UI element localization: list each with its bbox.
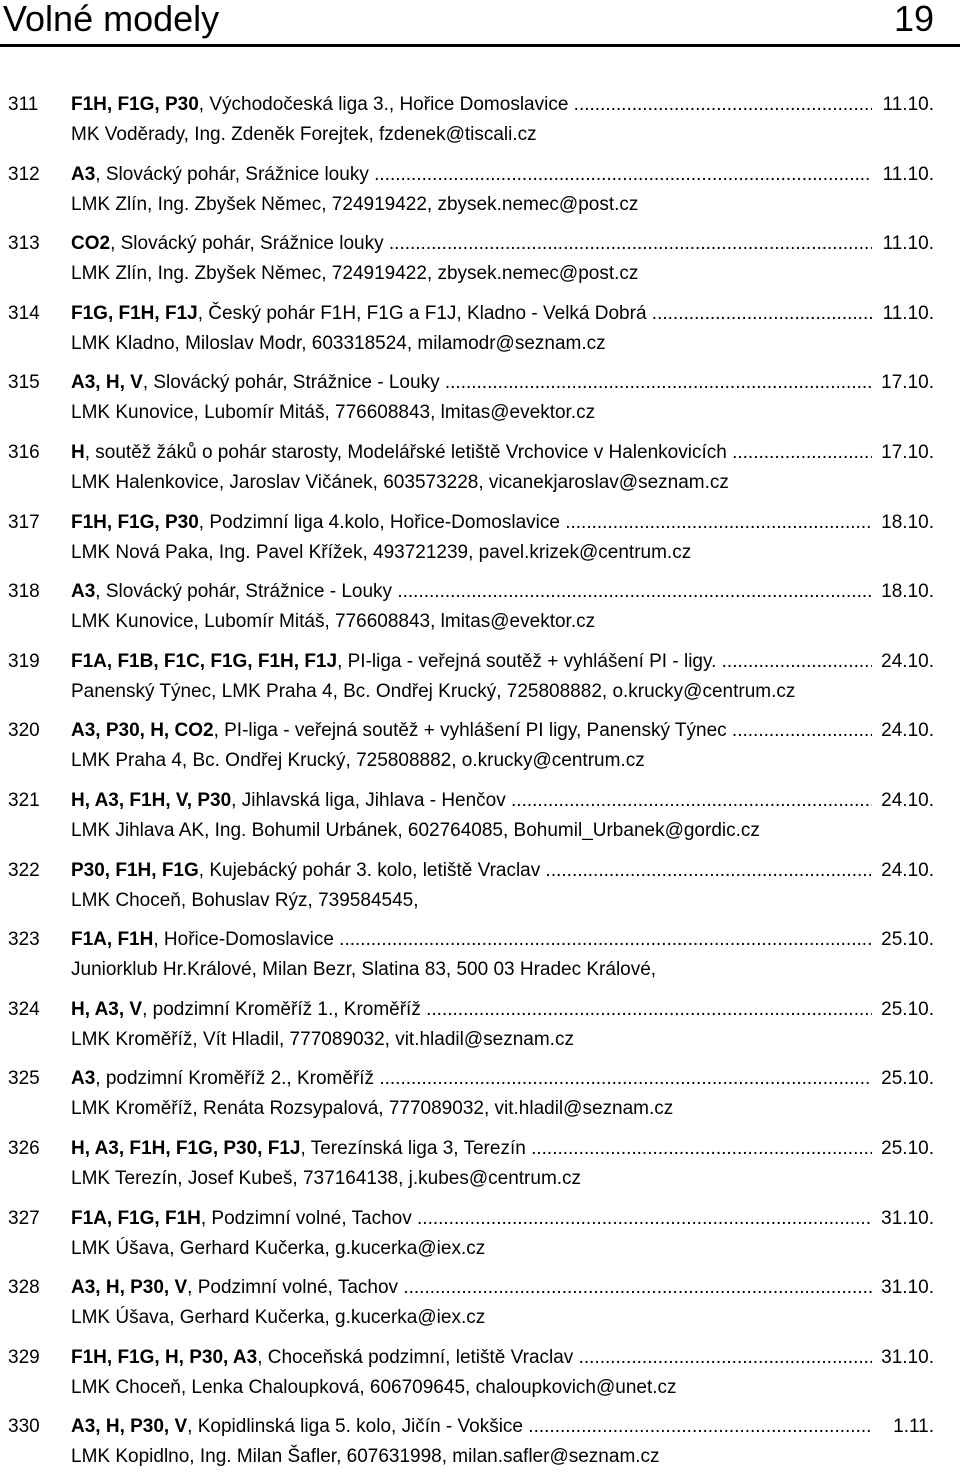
event-description: , podzimní Kroměříž 2., Kroměříž — [95, 1068, 375, 1090]
contact-line — [0, 1164, 960, 1194]
event-description: , Podzimní volné, Tachov — [200, 1207, 412, 1229]
event-line — [0, 1412, 960, 1442]
event-date: 25.10. — [878, 925, 934, 955]
event-contact: LMK Kunovice, Lubomír Mitáš, 776608843, lmitas@evektor.cz — [71, 611, 596, 633]
page-number: 19 — [893, 0, 934, 39]
list-item — [0, 160, 960, 230]
event-line — [0, 716, 960, 746]
event-number: 327 — [8, 1207, 40, 1229]
event-date: 31.10. — [878, 1343, 934, 1373]
event-title — [71, 995, 872, 1025]
event-categories: H, A3, F1H, V, P30 — [71, 789, 232, 811]
event-contact: Panenský Týnec, LMK Praha 4, Bc. Ondřej Krucký, 725808882, o.krucky@centrum.cz — [71, 680, 796, 702]
contact-line — [0, 329, 960, 359]
event-number: 313 — [8, 233, 40, 255]
event-description: , Hořice-Domoslavice — [153, 929, 334, 951]
event-line — [0, 577, 960, 607]
event-line — [0, 438, 960, 468]
list-item — [0, 995, 960, 1065]
event-description: , PI-liga - veřejná soutěž + vyhlášení PI - ligy. — [337, 650, 717, 672]
event-description: , Slovácký pohár, Strážnice - Louky — [95, 581, 393, 603]
event-list — [0, 90, 960, 1482]
event-date: 24.10. — [878, 647, 934, 677]
list-item — [0, 1134, 960, 1204]
event-description: , Choceňská podzimní, letiště Vraclav — [257, 1346, 574, 1368]
event-date: 17.10. — [878, 438, 934, 468]
event-date: 17.10. — [878, 368, 934, 398]
event-contact: LMK Nová Paka, Ing. Pavel Křížek, 493721239, pavel.krizek@centrum.cz — [71, 541, 692, 563]
event-number: 325 — [8, 1068, 40, 1090]
event-date: 24.10. — [878, 716, 934, 746]
event-date: 11.10. — [880, 299, 934, 329]
contact-line — [0, 955, 960, 985]
event-contact: LMK Kroměříž, Vít Hladil, 777089032, vit.hladil@seznam.cz — [71, 1028, 574, 1050]
event-date: 11.10. — [880, 160, 934, 190]
event-categories: A3, P30, H, CO2 — [71, 720, 214, 742]
contact-line — [0, 1025, 960, 1055]
event-contact: LMK Úšava, Gerhard Kučerka, g.kucerka@iex.cz — [71, 1307, 486, 1329]
list-item — [0, 716, 960, 786]
event-description: , Slovácký pohár, Srážnice louky — [110, 233, 384, 255]
event-title — [71, 1134, 872, 1164]
event-description: , podzimní Kroměříž 1., Kroměříž — [142, 998, 421, 1020]
list-item — [0, 856, 960, 926]
list-item — [0, 90, 960, 160]
list-item — [0, 577, 960, 647]
event-date: 25.10. — [878, 1064, 934, 1094]
event-categories: H — [71, 441, 85, 463]
event-title — [71, 786, 872, 816]
event-description: , Český pohár F1H, F1G a F1J, Kladno - Velká Dobrá — [197, 302, 647, 324]
event-title — [71, 856, 872, 886]
event-categories: F1H, F1G, H, P30, A3 — [71, 1346, 258, 1368]
event-description: , Východočeská liga 3., Hořice Domoslavice — [198, 94, 569, 115]
contact-line — [0, 259, 960, 289]
event-contact: LMK Zlín, Ing. Zbyšek Němec, 724919422, zbysek.nemec@post.cz — [71, 193, 639, 215]
event-line — [0, 90, 960, 120]
contact-line — [0, 816, 960, 846]
event-title — [71, 1064, 872, 1094]
event-contact: LMK Kopidlno, Ing. Milan Šafler, 607631998, milan.safler@seznam.cz — [71, 1446, 660, 1468]
list-item — [0, 647, 960, 717]
list-item — [0, 1412, 960, 1482]
event-contact: LMK Choceň, Lenka Chaloupková, 606709645, chaloupkovich@unet.cz — [71, 1376, 677, 1398]
event-categories: H, A3, F1H, F1G, P30, F1J — [71, 1137, 301, 1159]
event-title — [71, 1204, 872, 1234]
contact-line — [0, 1303, 960, 1333]
contact-line — [0, 120, 960, 150]
event-date: 18.10. — [878, 508, 934, 538]
contact-line — [0, 886, 960, 916]
event-contact: MK Voděrady, Ing. Zdeněk Forejtek, fzdenek@tiscali.cz — [71, 124, 537, 145]
event-line — [0, 229, 960, 259]
event-contact: LMK Jihlava AK, Ing. Bohumil Urbánek, 602764085, Bohumil_Urbanek@gordic.cz — [71, 819, 760, 841]
list-item — [0, 925, 960, 995]
event-number: 326 — [8, 1137, 40, 1159]
event-line — [0, 995, 960, 1025]
list-item — [0, 438, 960, 508]
contact-line — [0, 746, 960, 776]
event-contact: Juniorklub Hr.Králové, Milan Bezr, Slatina 83, 500 03 Hradec Králové, — [71, 959, 657, 981]
event-line — [0, 368, 960, 398]
event-line — [0, 647, 960, 677]
list-item — [0, 1343, 960, 1413]
event-categories: F1G, F1H, F1J — [71, 302, 198, 324]
event-title — [71, 716, 872, 746]
event-number: 330 — [8, 1416, 40, 1438]
event-number: 329 — [8, 1346, 40, 1368]
event-title — [71, 1343, 872, 1373]
event-line — [0, 1273, 960, 1303]
list-item — [0, 1204, 960, 1274]
event-number: 319 — [8, 650, 40, 672]
event-number: 322 — [8, 859, 40, 881]
event-date: 31.10. — [878, 1204, 934, 1234]
event-description: , Jihlavská liga, Jihlava - Henčov — [231, 789, 506, 811]
event-contact: LMK Halenkovice, Jaroslav Vičánek, 603573228, vicanekjaroslav@seznam.cz — [71, 471, 729, 493]
event-number: 318 — [8, 581, 40, 603]
event-number: 312 — [8, 163, 40, 185]
list-item — [0, 786, 960, 856]
event-title — [71, 229, 872, 259]
event-title — [71, 160, 872, 190]
event-contact: LMK Terezín, Josef Kubeš, 737164138, j.kubes@centrum.cz — [71, 1167, 582, 1189]
event-number: 323 — [8, 929, 40, 951]
event-description: , Slovácký pohár, Strážnice - Louky — [142, 372, 440, 394]
event-categories: CO2 — [71, 233, 111, 255]
contact-line — [0, 398, 960, 428]
contact-line — [0, 607, 960, 637]
list-item — [0, 229, 960, 299]
event-categories: F1A, F1G, F1H — [71, 1207, 201, 1229]
event-date: 31.10. — [878, 1273, 934, 1303]
event-categories: F1H, F1G, P30 — [71, 94, 199, 115]
event-description: , Kujebácký pohár 3. kolo, letiště Vraclav — [198, 859, 541, 881]
event-contact: LMK Kladno, Miloslav Modr, 603318524, milamodr@seznam.cz — [71, 332, 606, 354]
event-categories: P30, F1H, F1G — [71, 859, 199, 881]
event-description: , PI-liga - veřejná soutěž + vyhlášení PI ligy, Panenský Týnec — [213, 720, 727, 742]
event-number: 321 — [8, 789, 40, 811]
event-line — [0, 1204, 960, 1234]
contact-line — [0, 1094, 960, 1124]
event-categories: A3, H, V — [71, 372, 143, 394]
event-date: 11.10. — [880, 229, 934, 259]
event-contact: LMK Úšava, Gerhard Kučerka, g.kucerka@iex.cz — [71, 1237, 486, 1259]
list-item — [0, 508, 960, 578]
event-title — [71, 647, 872, 677]
event-title — [71, 1412, 872, 1442]
event-description: , Podzimní volné, Tachov — [187, 1277, 399, 1299]
event-date: 24.10. — [878, 786, 934, 816]
event-categories: A3 — [71, 1068, 96, 1090]
event-date: 24.10. — [878, 856, 934, 886]
event-contact: LMK Zlín, Ing. Zbyšek Němec, 724919422, zbysek.nemec@post.cz — [71, 263, 639, 285]
event-title — [71, 368, 872, 398]
event-line — [0, 1343, 960, 1373]
event-number: 328 — [8, 1277, 40, 1299]
event-categories: F1A, F1H — [71, 929, 154, 951]
list-item — [0, 1064, 960, 1134]
event-number: 324 — [8, 998, 40, 1020]
event-contact: LMK Choceň, Bohuslav Rýz, 739584545, — [71, 889, 419, 911]
event-line — [0, 856, 960, 886]
contact-line — [0, 1373, 960, 1403]
event-title — [71, 299, 872, 329]
event-date: 25.10. — [878, 995, 934, 1025]
event-date: 18.10. — [878, 577, 934, 607]
list-item — [0, 299, 960, 369]
event-contact: LMK Kroměříž, Renáta Rozsypalová, 777089032, vit.hladil@seznam.cz — [71, 1098, 674, 1120]
event-title — [71, 90, 872, 120]
event-date: 11.10. — [880, 90, 934, 120]
event-number: 320 — [8, 720, 40, 742]
event-description: , Terezínská liga 3, Terezín — [300, 1137, 526, 1159]
list-item — [0, 368, 960, 438]
event-categories: A3 — [71, 163, 96, 185]
event-number: 314 — [8, 302, 40, 324]
event-contact: LMK Praha 4, Bc. Ondřej Krucký, 725808882, o.krucky@centrum.cz — [71, 750, 645, 772]
event-line — [0, 1134, 960, 1164]
event-description: , Slovácký pohár, Srážnice louky — [95, 163, 369, 185]
contact-line — [0, 190, 960, 220]
event-date: 1.11. — [890, 1412, 934, 1442]
contact-line — [0, 538, 960, 568]
contact-line — [0, 677, 960, 707]
event-line — [0, 786, 960, 816]
list-item — [0, 1273, 960, 1343]
event-line — [0, 160, 960, 190]
event-categories: H, A3, V — [71, 998, 143, 1020]
event-line — [0, 925, 960, 955]
event-description: , soutěž žáků o pohár starosty, Modelářské letiště Vrchovice v Halenkovicích — [84, 441, 727, 463]
event-description: , Podzimní liga 4.kolo, Hořice-Domoslavice — [198, 511, 560, 533]
event-date: 25.10. — [878, 1134, 934, 1164]
event-title — [71, 508, 872, 538]
event-number: 315 — [8, 372, 40, 394]
contact-line — [0, 1442, 960, 1472]
contact-line — [0, 468, 960, 498]
event-categories: F1H, F1G, P30 — [71, 511, 199, 533]
event-description: , Kopidlinská liga 5. kolo, Jičín - Vokšice — [187, 1416, 524, 1438]
event-number: 316 — [8, 441, 40, 463]
event-categories: A3, H, P30, V — [71, 1416, 188, 1438]
event-number: 317 — [8, 511, 40, 533]
event-number: 311 — [8, 94, 39, 115]
event-title — [71, 577, 872, 607]
event-line — [0, 299, 960, 329]
event-categories: F1A, F1B, F1C, F1G, F1H, F1J — [71, 650, 338, 672]
event-title — [71, 438, 872, 468]
contact-line — [0, 1234, 960, 1264]
event-title — [71, 1273, 872, 1303]
page-header — [0, 0, 960, 47]
event-line — [0, 508, 960, 538]
event-contact: LMK Kunovice, Lubomír Mitáš, 776608843, lmitas@evektor.cz — [71, 402, 596, 424]
event-title — [71, 925, 872, 955]
event-categories: A3, H, P30, V — [71, 1277, 188, 1299]
page-title: Volné modely — [3, 0, 220, 39]
event-categories: A3 — [71, 581, 96, 603]
event-line — [0, 1064, 960, 1094]
